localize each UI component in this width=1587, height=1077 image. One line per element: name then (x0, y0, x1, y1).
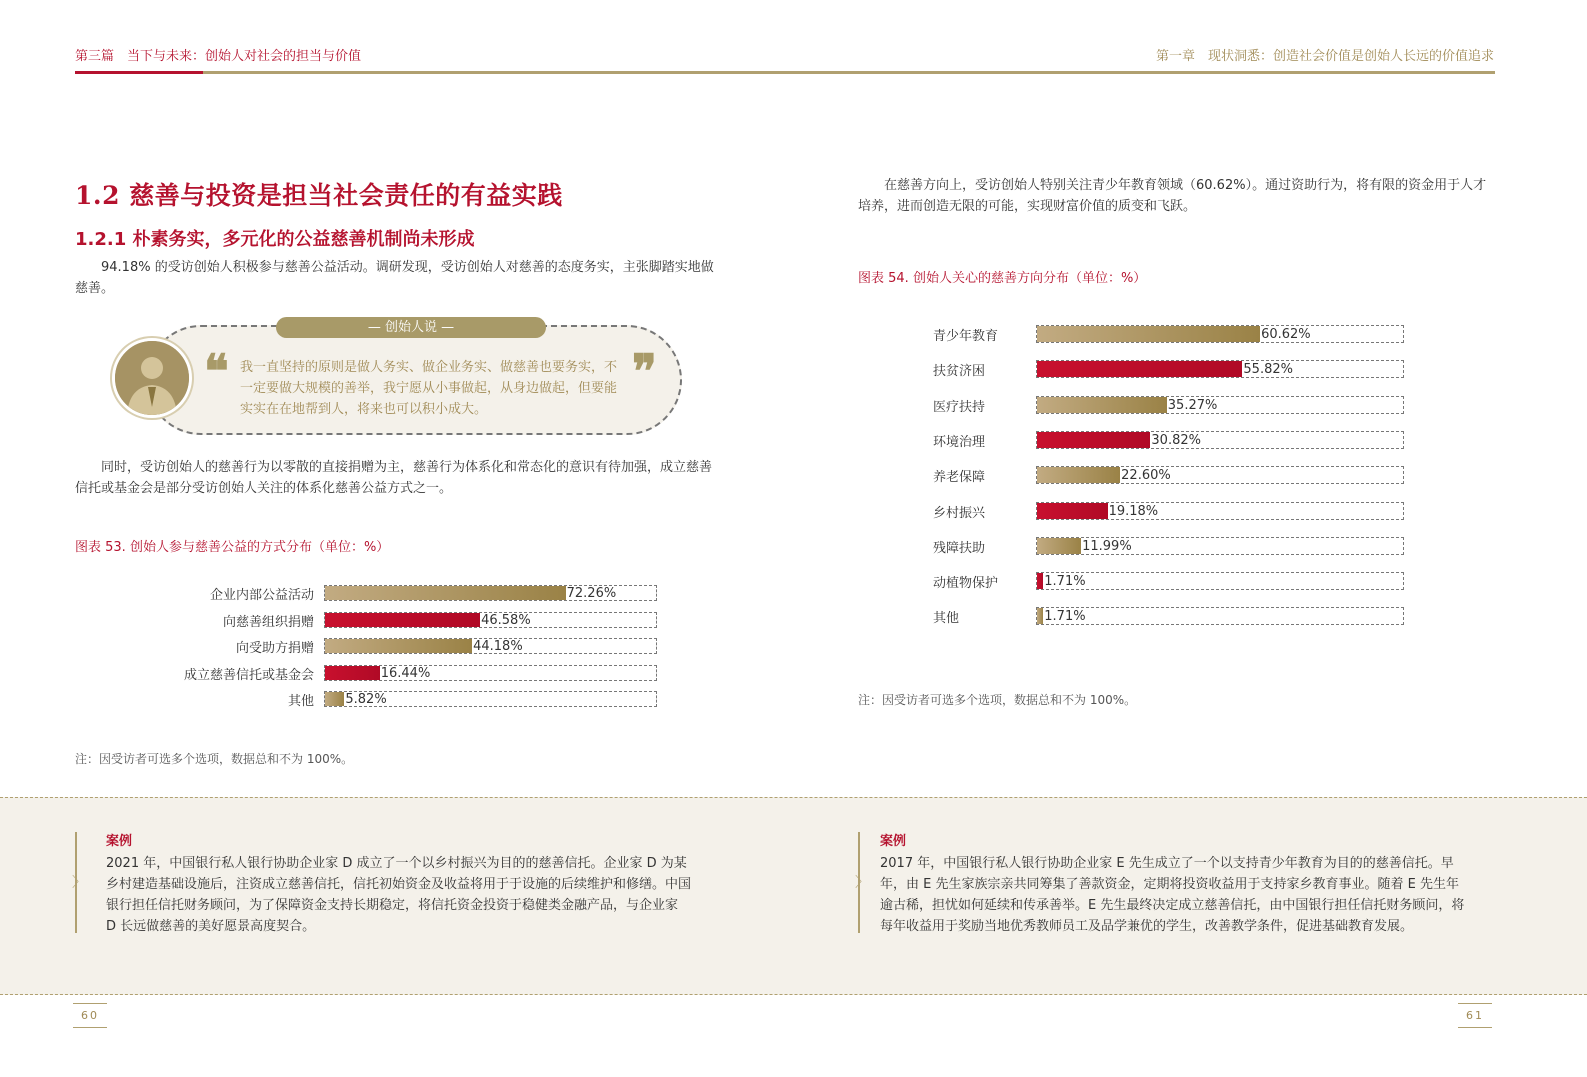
page-number-left: 60 (81, 1009, 99, 1022)
bar-track (324, 665, 657, 681)
bar-label: 残障扶助 (933, 540, 986, 556)
bar-value-label: 1.71% (1044, 609, 1086, 625)
case-left-text: 2021 年，中国银行私人银行协助企业家 D 成立了一个以乡村振兴为目的的慈善信托。企业家 D 为某乡村建造基础设施后，注资成立慈善信托，信托初始资金及收益将用于于设施的后续维护和修缮。中国银行担任信托财务顾问，为了保障资金支持长期稳定，将信托资金投资于稳健类金融产品，与企业家 D 长远做慈善的美好愿景高度契合。 (106, 856, 692, 934)
bar-value-label: 72.26% (566, 586, 617, 601)
bar-label: 青少年教育 (933, 329, 999, 344)
bar (325, 692, 344, 706)
bar (325, 613, 480, 627)
bar-track (1036, 466, 1404, 484)
running-header-left: 第三篇 当下与未来：创始人对社会的担当与价值 (75, 49, 362, 64)
bar-value-label: 44.18% (473, 639, 523, 654)
intro-paragraph: 94.18% 的受访创始人积极参与慈善公益活动。调研发现，受访创始人对慈善的态度务实，主张脚踏实地做慈善。 (75, 260, 714, 296)
bar-track (1036, 502, 1404, 520)
body-paragraph-2: 同时，受访创始人的慈善行为以零散的直接捐赠为主，慈善行为体系化和常态化的意识有待加强，成立慈善信托或基金会是部分受访创始人关注的体系化慈善公益方式之一。 (75, 460, 713, 496)
case-left-title: 案例 (106, 834, 133, 849)
bar-track (1036, 325, 1404, 343)
bar (1037, 397, 1167, 413)
header-rule-accent (75, 71, 203, 74)
bar-value-label: 60.62% (1261, 327, 1311, 342)
bar-label: 其他 (933, 611, 960, 627)
bar (1037, 432, 1150, 448)
bar-label: 扶贫济困 (933, 364, 986, 380)
figure-53-note: 注：因受访者可选多个选项，数据总和不为 100%。 (75, 752, 354, 766)
case-left-chevron-icon: 〉 (72, 875, 86, 891)
bar (1037, 573, 1043, 589)
bar (325, 586, 566, 600)
right-paragraph: 在慈善方向上，受访创始人特别关注青少年教育领域（60.62%）。通过资助行为，将有限的资金用于人才培养，进而创造无限的可能，实现财富价值的质变和飞跃。 (858, 178, 1487, 214)
bar (1037, 326, 1260, 342)
bar-label: 乡村振兴 (933, 505, 986, 521)
bar-track (1036, 607, 1404, 625)
page-number-rule-left-top (73, 1003, 107, 1004)
page-number-rule-right-bottom (1458, 1027, 1492, 1028)
bar (1037, 503, 1108, 519)
section-heading: 1.2 慈善与投资是担当社会责任的有益实践 (75, 181, 563, 210)
bar (1037, 467, 1120, 483)
bar (325, 639, 472, 653)
quote-open-icon: ❝ (204, 344, 229, 398)
bar-label: 环境治理 (933, 434, 986, 450)
bar-label: 成立慈善信托或基金会 (183, 667, 314, 683)
page-number-right: 61 (1466, 1009, 1484, 1022)
bar-value-label: 30.82% (1151, 432, 1201, 448)
bar-value-label: 16.44% (380, 665, 431, 681)
bar-label: 其他 (287, 694, 314, 709)
bar-value-label: 55.82% (1243, 362, 1293, 378)
bar (325, 666, 380, 680)
figure-54-chart (858, 325, 1408, 635)
running-header-right: 第一章 现状洞悉：创造社会价值是创始人长远的价值追求 (1155, 49, 1494, 64)
figure-54-title: 图表 54. 创始人关心的慈善方向分布（单位：%） (858, 271, 1147, 286)
bar-value-label: 5.82% (345, 692, 387, 707)
bar-label: 向受助方捐赠 (235, 641, 314, 656)
bar (1037, 608, 1043, 624)
bar-label: 养老保障 (933, 470, 986, 486)
figure-54-note: 注：因受访者可选多个选项，数据总和不为 100%。 (858, 693, 1137, 707)
founder-quote-label: — 创始人说 — (276, 317, 546, 338)
subsection-heading: 1.2.1 朴素务实，多元化的公益慈善机制尚未形成 (75, 229, 475, 250)
case-right-text: 2017 年，中国银行私人银行协助企业家 E 先生成立了一个以支持青少年教育为目的的慈善信托。早年，由 E 先生家族宗亲共同筹集了善款资金，定期将投资收益用于支持家乡教育事业。随着 E 先生年逾古稀，担忧如何延续和传承善举。E 先生最终决定成立慈善信托，由中国银行担任信托财务顾问，将每年收益用于奖励当地优秀教师员工及品学兼优的学生，改善教学条件，促进基础教育发展。 (880, 856, 1465, 934)
bar (1037, 538, 1081, 554)
header-rule (75, 71, 1495, 74)
bar-track (1036, 572, 1404, 590)
figure-53-chart (75, 585, 665, 725)
page-number-rule-right-top (1458, 1003, 1492, 1004)
bar-value-label: 22.60% (1121, 468, 1171, 484)
bar-label: 医疗扶持 (933, 399, 986, 415)
bar-track (1036, 360, 1404, 378)
founder-avatar-icon (112, 338, 192, 418)
bar-label: 动植物保护 (933, 576, 999, 592)
founder-quote-text: 我一直坚持的原则是做人务实、做企业务实、做慈善也要务实，不一定要做大规模的善举，我宁愿从小事做起，从身边做起，但要能实实在在地帮到人，将来也可以积小成大。 (240, 360, 618, 417)
case-right-chevron-icon: 〉 (855, 875, 869, 891)
case-right-title: 案例 (880, 834, 907, 849)
bar-track (1036, 431, 1404, 449)
bar-value-label: 35.27% (1167, 397, 1218, 413)
bar-value-label: 11.99% (1082, 538, 1132, 554)
quote-close-icon: ❞ (632, 344, 657, 398)
bar-track (1036, 396, 1404, 414)
page-number-rule-left-bottom (73, 1027, 107, 1028)
figure-53-title: 图表 53. 创始人参与慈善公益的方式分布（单位：%） (75, 540, 390, 555)
bar-label: 向慈善组织捐赠 (222, 614, 314, 630)
bar-value-label: 46.58% (481, 612, 531, 628)
bar (1037, 361, 1242, 377)
bar-label: 企业内部公益活动 (209, 588, 314, 603)
bar-value-label: 19.18% (1108, 503, 1159, 519)
bar-value-label: 1.71% (1044, 574, 1086, 590)
